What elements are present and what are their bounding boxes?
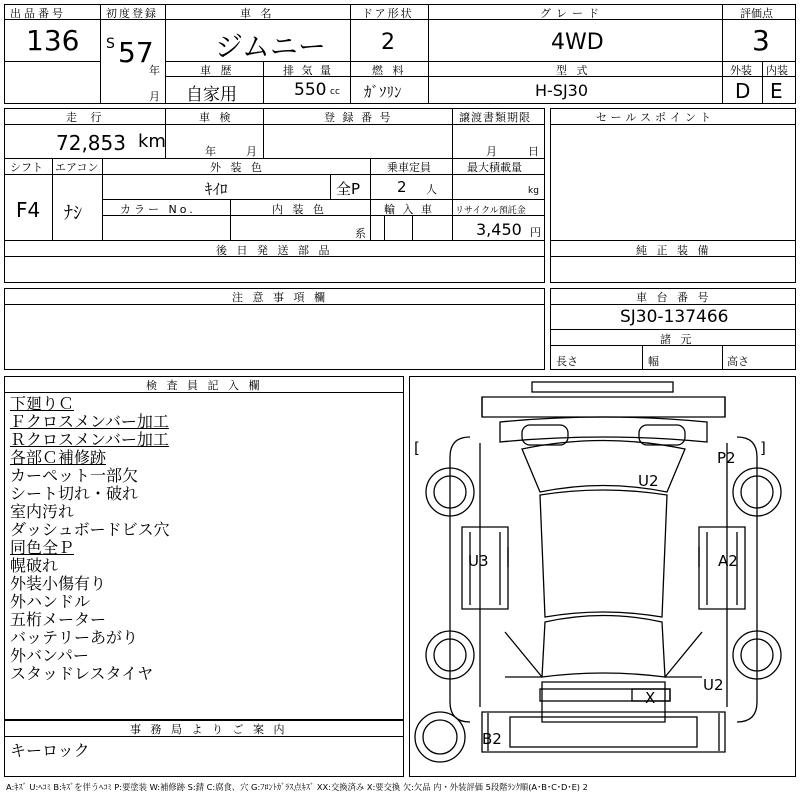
inspector-note: 外ハンドル — [10, 592, 91, 611]
score-label: 評価点 — [740, 7, 773, 20]
mark-x: X — [645, 689, 656, 707]
inspector-note: 五桁メーター — [10, 610, 107, 629]
capacity-label: 乗車定員 — [387, 161, 431, 174]
recycle-unit: 円 — [530, 226, 541, 239]
inspector-note: Ｒクロスメンバー加工 — [10, 430, 169, 449]
legend: A:ｷｽﾞ U:ﾍｺﾐ B:ｷｽﾞを伴うﾍｺﾐ P:要塗装 W:補修跡 S:錆 C:腐食、穴 G:ﾌﾛﾝﾄｶﾞﾗｽ点ｷｽﾞ XX:交換済み X:要交換 欠:欠品 内・外装評価 5段階ﾗﾝｸ順(A･B･C･D･E) 2 — [6, 782, 588, 792]
inspector-note: 外バンパー — [10, 646, 89, 665]
chassis-label: 車 台 番 号 — [636, 291, 712, 304]
year-unit: 年 — [149, 64, 160, 77]
right-bracket: ] — [760, 439, 766, 457]
score-value: 3 — [752, 24, 770, 57]
length-label: 長さ — [556, 355, 578, 368]
mark-u2-rear: U2 — [703, 676, 724, 694]
displacement-value: 550 — [294, 80, 327, 100]
mileage-value: 72,853 — [56, 131, 126, 155]
load-label: 最大積載量 — [467, 161, 522, 174]
history-label: 車 歴 — [200, 64, 235, 77]
inspector-note: シート切れ・破れ — [10, 484, 139, 503]
inspector-note: 外装小傷有り — [10, 574, 107, 593]
interior-label: 内装 — [766, 64, 788, 77]
car-name-label: 車 名 — [240, 7, 275, 20]
inspector-note: 同色全Ｐ — [10, 538, 75, 557]
mark-p2: P2 — [717, 449, 736, 467]
first-reg-label: 初度登録 — [106, 7, 158, 20]
colorno-label: カラー No. — [120, 203, 196, 216]
inspection-label: 車 検 — [199, 111, 234, 124]
color-all-paint: 全P — [336, 180, 361, 198]
height-label: 高さ — [727, 355, 749, 368]
genuine-label: 純 正 装 備 — [636, 244, 712, 257]
door-label: ドア形状 — [362, 7, 414, 20]
car-outline — [410, 377, 797, 778]
inspector-note: 幌破れ — [10, 556, 59, 575]
ac-value: ﾅｼ — [64, 203, 82, 224]
displacement-label: 排 気 量 — [283, 64, 333, 77]
car-diagram — [409, 376, 796, 777]
import-label: 輸 入 車 — [384, 203, 434, 216]
transfer-label: 譲渡書類期限 — [459, 111, 531, 124]
spec-label: 諸 元 — [660, 333, 695, 346]
era-letter: S — [106, 36, 115, 52]
exterior-label: 外装 — [730, 64, 752, 77]
fuel-label: 燃 料 — [372, 64, 407, 77]
capacity-unit: 人 — [426, 183, 437, 196]
left-bracket: [ — [414, 439, 420, 457]
sales-point-label: セールスポイント — [596, 111, 716, 124]
mark-u3: U3 — [468, 552, 489, 570]
car-name: ジムニー — [215, 30, 326, 63]
inspector-note: 各部Ｃ補修跡 — [10, 448, 107, 467]
mark-a2: A2 — [718, 552, 738, 570]
first-reg-year: 57 — [118, 36, 154, 69]
fuel-value: ｶﾞｿﾘﾝ — [364, 83, 402, 101]
inspector-note: 室内汚れ — [10, 502, 75, 521]
intcolor-label: 内 装 色 — [272, 203, 327, 216]
lot-label: 出品番号 — [10, 7, 66, 20]
width-label: 幅 — [648, 355, 659, 368]
ac-label: エアコン — [55, 161, 99, 174]
chassis-number: SJ30-137466 — [620, 307, 729, 327]
grade-label: グレード — [540, 7, 604, 20]
transfer-month: 月 — [486, 145, 497, 158]
recycle-value: 3,450 — [476, 220, 522, 239]
shift-label: シフト — [10, 161, 43, 174]
grade-value: 4WD — [551, 30, 604, 55]
mileage-label: 走 行 — [66, 111, 107, 124]
capacity-value: 2 — [397, 178, 407, 196]
color-value: ｷｲﾛ — [205, 180, 228, 198]
mark-b2: B2 — [482, 730, 502, 748]
model-label: 型 式 — [556, 64, 591, 77]
exterior-grade: D — [735, 79, 751, 103]
intcolor-unit: 系 — [355, 227, 366, 240]
inspector-note: 下廻りＣ — [10, 394, 75, 413]
displacement-unit: cc — [330, 87, 340, 97]
load-unit: kg — [528, 186, 539, 196]
regno-label: 登 録 番 号 — [324, 111, 393, 124]
mark-u2-roof: U2 — [638, 472, 659, 490]
inspection-month: 月 — [246, 145, 257, 158]
inspector-notes — [10, 395, 170, 683]
color-label: 外 装 色 — [210, 161, 265, 174]
inspector-note: カーペット一部欠 — [10, 466, 139, 485]
office-text: キーロック — [10, 741, 90, 760]
shift-value: F4 — [16, 198, 41, 222]
inspector-note: スタッドレスタイヤ — [10, 664, 154, 683]
recycle-label: リサイクル預託金 — [455, 206, 526, 216]
inspector-label: 検 査 員 記 入 欄 — [146, 379, 263, 392]
transfer-day: 日 — [528, 145, 539, 158]
inspection-year: 年 — [205, 145, 216, 158]
inspector-note: ダッシュボードビス穴 — [10, 520, 170, 539]
office-label: 事 務 局 よ り ご 案 内 — [130, 723, 288, 736]
later-parts-label: 後 日 発 送 部 品 — [216, 244, 333, 257]
inspector-note: バッテリーあがり — [10, 628, 139, 647]
history-value: 自家用 — [186, 85, 237, 105]
caution-label: 注 意 事 項 欄 — [232, 291, 328, 304]
model-value: H-SJ30 — [535, 81, 589, 100]
door-count: 2 — [381, 30, 395, 55]
interior-grade: E — [770, 79, 783, 103]
mileage-unit: km — [138, 131, 166, 152]
lot-number: 136 — [26, 24, 80, 57]
inspector-note: Ｆクロスメンバー加工 — [10, 412, 169, 431]
month-unit: 月 — [149, 90, 160, 103]
